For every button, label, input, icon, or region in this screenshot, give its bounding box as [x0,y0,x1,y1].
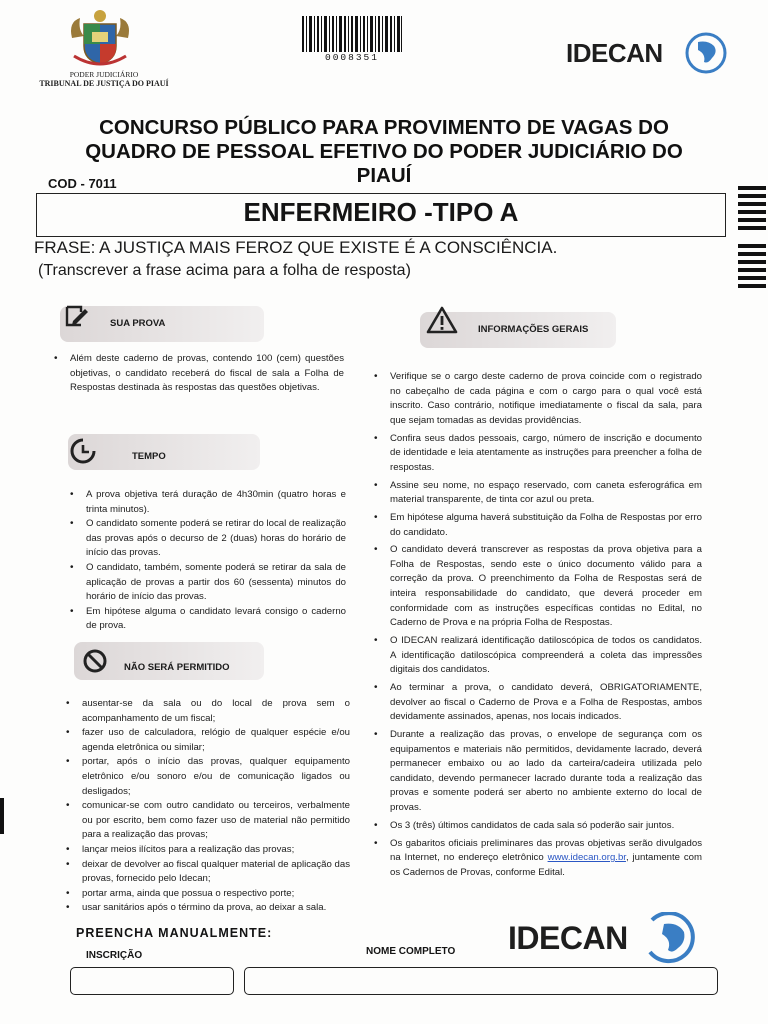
court-line-1: PODER JUDICIÁRIO [69,70,139,79]
list-item: • A prova objetiva terá duração de 4h30min (quatro horas e trinta minutos). [68,488,346,517]
idecan-logo-footer: IDECAN [508,920,628,956]
tempo-text [68,488,346,634]
list-item: • Confira seus dados pessoais, cargo, número de inscrição e documento de identidade e leia atentamente as instruções para preencher a folha de respostas. [372,432,702,476]
list-item: • ausentar-se da sala ou do local de prova sem o acompanhamento de um fiscal; [64,697,350,726]
last-item-after: , juntamente com os Cadernos de Provas, conforme Edital. [390,852,702,878]
warning-icon [426,306,458,334]
exam-code: COD - 7011 [48,176,117,191]
list-item: • O candidato somente poderá se retirar do local de realização das provas após o decurso de 2 (duas) horas do horário de início das provas. [68,517,346,561]
idecan-logo: IDECAN [566,38,663,68]
section-title-info-gerais: INFORMAÇÕES GERAIS [478,324,589,335]
list-item: • Os 3 (três) últimos candidatos de cada sala só poderão sair juntos. [372,819,702,834]
nao-permitido-text [64,697,350,916]
timing-marks [738,186,766,290]
section-title-tempo: TEMPO [132,451,166,462]
list-item: • usar sanitários após o término da prova, ao deixar a sala. [64,901,350,916]
list-item: • comunicar-se com outro candidato ou terceiros, verbalmente ou por escrito, bem como fazer uso de material não permitido para a realização das provas; [64,799,350,843]
globe-logo-icon [642,912,704,964]
fill-manually-label: PREENCHA MANUALMENTE: [76,926,273,940]
list-item: • O candidato deverá transcrever as respostas da prova objetiva para a Folha de Respostas, sendo este o único documento válido para a correção da prova. O preenchimento da Folha de Respostas será de inteira responsabilidade do candidato, que deverá proceder em conformidade com as instruções específicas contidas no Edital, no Caderno de Prova e na própria Folha de Respostas. [372,543,702,631]
phrase: FRASE: A JUSTIÇA MAIS FEROZ QUE EXISTE É A CONSCIÊNCIA. [34,238,558,257]
barcode-icon [300,16,404,52]
inscricao-label: INSCRIÇÃO [86,950,143,961]
court-name [26,70,182,88]
inscricao-field[interactable] [70,967,234,995]
list-item: • Em hipótese alguma haverá substituição da Folha de Respostas por erro do candidato. [372,511,702,540]
globe-logo-icon [684,30,730,76]
court-line-2: TRIBUNAL DE JUSTIÇA DO PIAUÍ [39,79,169,88]
list-item: • Ao terminar a prova, o candidato deverá, OBRIGATORIAMENTE, devolver ao fiscal o Caderno de Prova e a Folha de Respostas, ambos devidamente assinados, apenas, nos locais indicados. [372,681,702,725]
list-item: • Em hipótese alguma o candidato levará consigo o caderno de prova. [68,605,346,634]
nome-completo-field[interactable] [244,967,718,995]
list-item: • fazer uso de calculadora, relógio de qualquer espécie e/ou agenda eletrônica ou similar; [64,726,350,755]
list-item: • deixar de devolver ao fiscal qualquer material de aplicação das provas, fornecido pelo Idecan; [64,858,350,887]
last-item-before: Os gabaritos oficiais preliminares das provas objetivas serão divulgados na Internet, no endereço eletrônico [390,837,702,864]
list-item: • Além deste caderno de provas, contendo 100 (cem) questões objetivas, o candidato receberá do fiscal de sala a Folha de Respostas destinada às respostas das questões objetivas. [52,352,344,396]
section-title-nao-permitido: NÃO SERÁ PERMITIDO [124,662,230,673]
section-title-sua-prova: SUA PROVA [110,318,166,329]
list-item: • Durante a realização das provas, o envelope de segurança com os equipamentos e materiais não permitidos, devidamente lacrado, deverá permanecer embaixo ou ao lado da carteira/cadeira utilizada pelo candidato, devendo permanecer lacrado durante toda a realização das provas e somente poderá ser aberto no ambiente externo do local de provas. [372,728,702,816]
idecan-website-link[interactable]: www.idecan.org.br [547,852,626,864]
clock-icon [70,438,96,464]
list-item: • portar arma, ainda que possua o respectivo porte; [64,887,350,902]
transcribe-instruction: (Transcrever a frase acima para a folha de resposta) [38,262,411,279]
title-line-3: PIAUÍ [356,164,412,187]
list-item: • Assine seu nome, no espaço reservado, com caneta esferográfica em material transparente, de tinta cor azul ou preta. [372,479,702,508]
title-line-1: CONCURSO PÚBLICO PARA PROVIMENTO DE VAGAS DO [99,116,669,139]
prohibited-icon [82,648,108,674]
list-item [372,837,702,881]
list-item: • Verifique se o cargo deste caderno de prova coincide com o registrado no cabeçalho de cada página e com o cargo para o qual você está inscrito. Caso contrário, notifique imediatamente o fiscal da sala, para que sejam tomadas as devidas providências. [372,370,702,428]
list-item: • lançar meios ilícitos para a realização das provas; [64,843,350,858]
exam-title [30,116,738,188]
edit-icon [64,303,90,329]
list-item: • portar, após o início das provas, qualquer equipamento eletrônico e/ou sonoro e/ou de comunicação ligados ou desligados; [64,755,350,799]
coat-of-arms-icon [66,8,134,70]
edge-mark [0,798,4,834]
title-line-2: QUADRO DE PESSOAL EFETIVO DO PODER JUDICIÁRIO DO [85,140,683,163]
list-item: • O IDECAN realizará identificação datiloscópica de todos os candidatos. A identificação datiloscópica compreenderá a coleta das impressões digitais dos candidatos. [372,634,702,678]
list-item: • O candidato, também, somente poderá se retirar da sala de aplicação de provas a partir dos 60 (sessenta) minutos do horário de início das provas. [68,561,346,605]
nome-completo-label: NOME COMPLETO [366,946,456,957]
sua-prova-text [52,352,344,396]
barcode-number: 0008351 [325,52,379,63]
role-title: ENFERMEIRO -TIPO A [243,197,519,227]
info-gerais-text [372,370,702,883]
